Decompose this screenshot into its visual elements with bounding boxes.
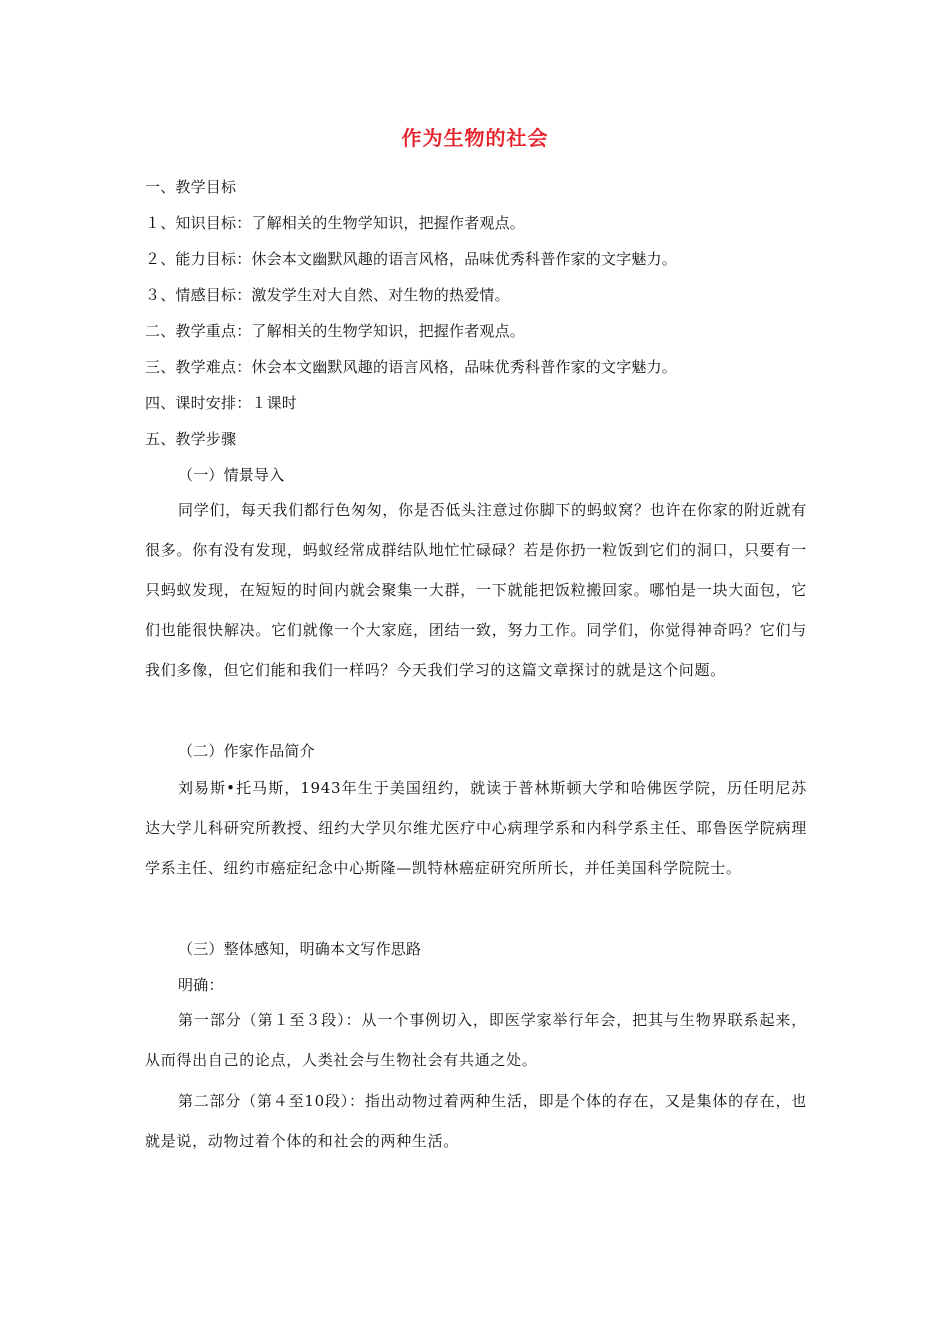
objective-emotion: ３、情感目标：激发学生对大自然、对生物的热爱情。 <box>145 286 510 304</box>
objective-ability: ２、能力目标：休会本文幽默风趣的语言风格，品味优秀科普作家的文字魅力。 <box>145 250 678 268</box>
paragraph-part-one: 第一部分（第１至３段）：从一个事例切入，即医学家举行年会，把其与生物界联系起来，从而得出自己的论点，人类社会与生物社会有共通之处。 <box>145 1011 807 1069</box>
section-heading-key-points: 二、教学重点：了解相关的生物学知识，把握作者观点。 <box>145 322 526 340</box>
paragraph-part-two: 第二部分（第４至10段）：指出动物过着两种生活，即是个体的存在，又是集体的存在，也就是说，动物过着个体的和社会的两种生活。 <box>145 1092 807 1150</box>
section-heading-schedule: 四、课时安排：１课时 <box>145 394 298 412</box>
paragraph-intro: 同学们，每天我们都行色匆匆，你是否低头注意过你脚下的蚂蚁窝？也许在你家的附近就有很多。你有没有发现，蚂蚁经常成群结队地忙忙碌碌？若是你扔一粒饭到它们的洞口，只要有一只蚂蚁发现，在短短的时间内就会聚集一大群，一下就能把饭粒搬回家。哪怕是一块大面包，它们也能很快解决。它们就像一个大家庭，团结一致，努力工作。同学们，你觉得神奇吗？它们与我们多像，但它们能和我们一样吗？今天我们学习的这篇文章探讨的就是这个问题。 <box>145 501 807 679</box>
document-title: 作为生物的社会 <box>401 126 549 150</box>
step-heading-author: （二）作家作品简介 <box>178 742 315 760</box>
section-heading-steps: 五、教学步骤 <box>145 430 237 448</box>
section-heading-objectives: 一、教学目标 <box>145 178 237 196</box>
step-heading-overview: （三）整体感知，明确本文写作思路 <box>178 940 422 958</box>
section-heading-difficulties: 三、教学难点：休会本文幽默风趣的语言风格，品味优秀科普作家的文字魅力。 <box>145 358 678 376</box>
objective-knowledge: １、知识目标：了解相关的生物学知识，把握作者观点。 <box>145 214 526 232</box>
paragraph-author: 刘易斯•托马斯，1943年生于美国纽约，就读于普林斯顿大学和哈佛医学院，历任明尼苏达大学儿科研究所教授、纽约大学贝尔维尤医疗中心病理学系和内科学系主任、耶鲁医学院病理学系主任、纽约市癌症纪念中心斯隆—凯特林癌症研究所所长，并任美国科学院院士。 <box>145 779 807 877</box>
paragraph-clarify: 明确： <box>178 976 224 994</box>
step-heading-intro: （一）情景导入 <box>178 466 285 484</box>
